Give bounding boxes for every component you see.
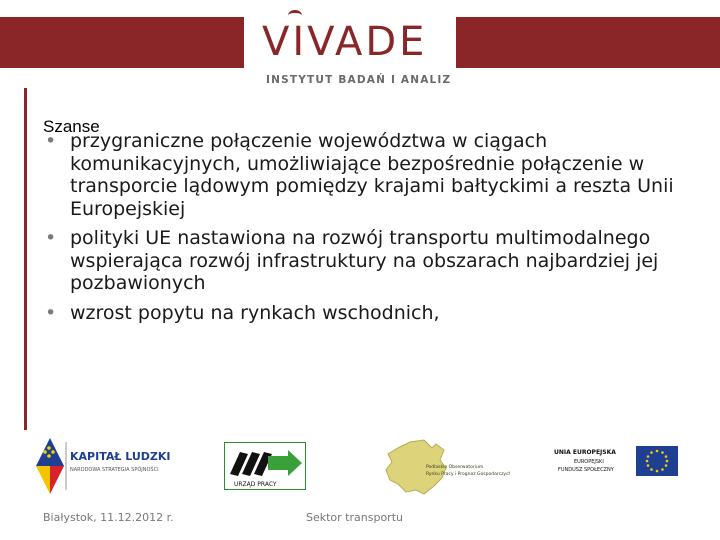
regional-observatory-logo bbox=[380, 438, 510, 498]
urzad-pracy-label: URZĄD PRACY bbox=[234, 481, 277, 488]
bullet-item: • przygraniczne połączenie województwa w ciągach komunikacyjnych, umożliwiające bezpośrednie połączenie w transporcie lądowym pomiędzy krajami bałtyckimi a reszta Unii Europejskiej bbox=[45, 130, 685, 220]
kapital-ludzki-icon bbox=[36, 438, 176, 494]
urzad-pracy-icon bbox=[224, 442, 306, 490]
bullet-item: • wzrost popytu na rynkach wschodnich, bbox=[45, 302, 685, 325]
eu-line2: EUROPEJSKI bbox=[574, 459, 604, 465]
urzad-pracy-logo bbox=[224, 442, 306, 490]
eu-line1: UNIA EUROPEJSKA bbox=[554, 449, 616, 456]
kapital-ludzki-title: KAPITAŁ LUDZKI bbox=[70, 450, 171, 463]
sponsor-logos bbox=[0, 430, 720, 500]
section-title: Szanse bbox=[43, 117, 100, 136]
eu-flag-icon bbox=[544, 440, 684, 488]
bullet-item: • polityki UE nastawiona na rozwój transportu multimodalnego wspierająca rozwój infrastruktury na obszarach najbardziej jej pozbawionych bbox=[45, 227, 685, 295]
observatory-line2: Rynku Pracy i Prognoz Gospodarczych bbox=[426, 472, 510, 477]
bullet-list bbox=[45, 130, 685, 331]
observatory-line1: Podlaskie Obserwatorium bbox=[426, 465, 484, 470]
vivade-logo bbox=[244, 6, 456, 88]
kapital-ludzki-logo bbox=[36, 438, 176, 494]
eu-line3: FUNDUSZ SPOŁECZNY bbox=[558, 467, 614, 473]
logo-subtitle: INSTYTUT BADAŃ I ANALIZ bbox=[266, 74, 452, 86]
eu-logo bbox=[544, 440, 684, 488]
footer-date: Białystok, 11.12.2012 r. bbox=[43, 511, 174, 524]
logo-text: VIVADE bbox=[262, 19, 428, 65]
left-accent-line bbox=[24, 88, 27, 430]
footer-title: Sektor transportu bbox=[306, 511, 403, 524]
podlaskie-map-icon bbox=[380, 438, 510, 498]
kapital-ludzki-subtitle: NARODOWA STRATEGIA SPÓJNOŚCI bbox=[70, 467, 159, 473]
